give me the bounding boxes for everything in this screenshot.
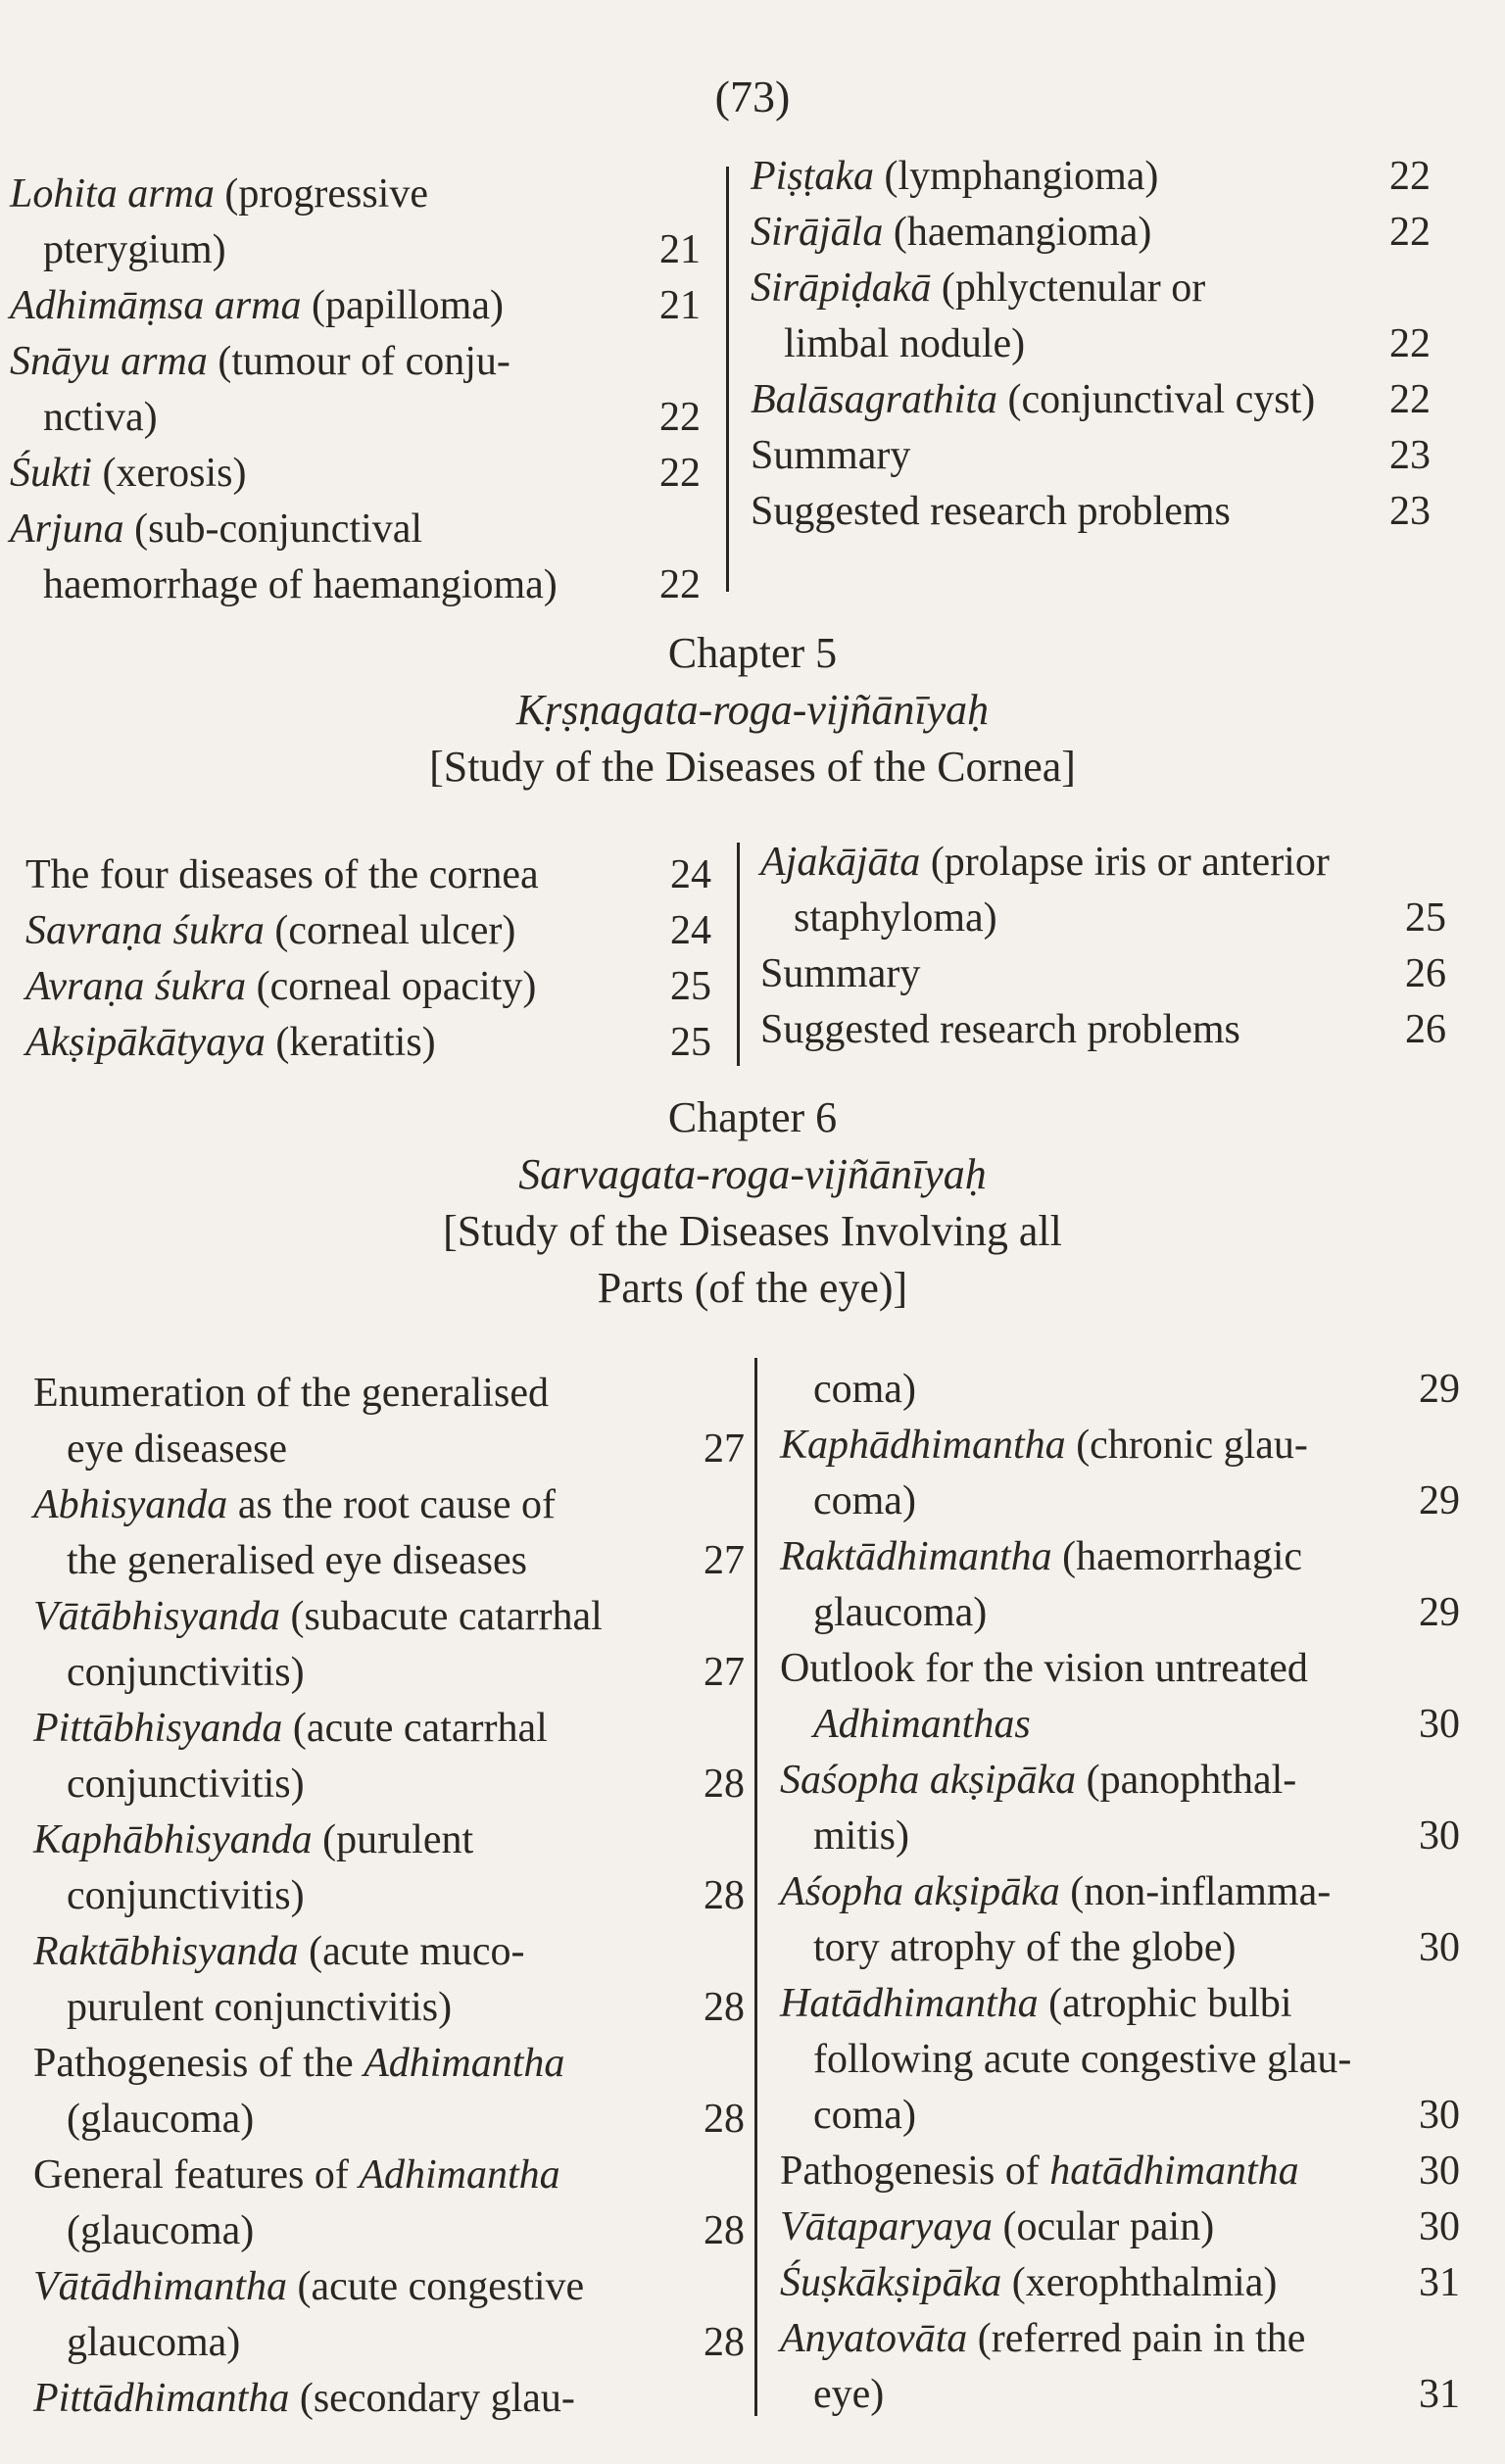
- chapter-subtitle: [Study of the Diseases of the Cornea]: [429, 743, 1076, 791]
- toc-entry-page: 30: [1419, 2093, 1460, 2138]
- toc-entry: [33, 2371, 745, 2427]
- toc-entry-page: 22: [1389, 377, 1431, 422]
- toc-entry-page: 31: [1419, 2372, 1460, 2417]
- toc-entry-title: Summary: [760, 951, 921, 996]
- toc-entry-title-continued: eye diseasese: [67, 1426, 288, 1472]
- column-divider: [737, 843, 740, 1066]
- toc-entry-title: Abhisyanda as the root cause of: [33, 1482, 557, 1527]
- toc-entry: [780, 2199, 1460, 2255]
- toc-entry-page: 21: [659, 283, 701, 328]
- toc-entry-page: 27: [704, 1650, 745, 1695]
- toc-entry-title: Hatādhimantha (atrophic bulbi: [780, 1981, 1292, 2026]
- toc-entry: [25, 1015, 711, 1071]
- toc-entry-page: 30: [1419, 2204, 1460, 2249]
- toc-entry-title-continued: Adhimanthas: [813, 1702, 1031, 1747]
- toc-entry-page: 31: [1419, 2260, 1460, 2305]
- toc-entry-title: Kaphābhisyanda (purulent: [33, 1817, 474, 1862]
- toc-entry-title: Pathogenesis of the Adhimantha: [33, 2041, 565, 2086]
- toc-entry: [760, 835, 1446, 946]
- toc-entry: [780, 2255, 1460, 2311]
- toc-entry-page: 27: [704, 1426, 745, 1472]
- toc-entry-title: Pittābhisyanda (acute catarrhal: [33, 1706, 548, 1751]
- toc-entry-page: 23: [1389, 433, 1431, 478]
- toc-entry-page: 26: [1405, 1007, 1446, 1052]
- toc-entry: [10, 334, 701, 446]
- toc-entry-title-continued: eye): [813, 2372, 885, 2417]
- toc-entry-title-continued: mitis): [813, 1813, 910, 1859]
- toc-entry-title-continued: staphyloma): [794, 895, 997, 941]
- toc-entry-page: 30: [1419, 1702, 1460, 1747]
- toc-entry: [25, 903, 711, 959]
- toc-entry-page: 22: [1389, 154, 1431, 199]
- toc-entry-page: 22: [659, 395, 701, 440]
- toc-entry-title: Suggested research problems: [751, 489, 1231, 534]
- toc-entry: [780, 1641, 1460, 1753]
- toc-entry-title: Raktādhimantha (haemorrhagic: [780, 1534, 1303, 1579]
- toc-entry: [10, 446, 701, 502]
- toc-entry: [780, 1864, 1460, 1976]
- toc-entry-title-continued: conjunctivitis): [67, 1650, 305, 1695]
- toc-entry-title: Outlook for the vision untreated: [780, 1646, 1308, 1691]
- chapter-6-heading: [0, 1089, 1505, 1317]
- toc-entry-page: 25: [670, 964, 711, 1009]
- toc-entry-title: Balāsagrathita (conjunctival cyst): [751, 377, 1316, 422]
- column-divider: [726, 167, 729, 592]
- toc-entry-page: 24: [670, 908, 711, 953]
- toc-entry: [33, 1366, 745, 1477]
- toc-entry: [10, 502, 701, 613]
- toc-entry: [760, 1002, 1446, 1058]
- toc-entry: [780, 1418, 1460, 1529]
- toc-entry: [780, 2144, 1460, 2199]
- toc-entry-title: Pittādhimantha (secondary glau-: [33, 2376, 575, 2421]
- toc-entry-page: 25: [670, 1020, 711, 1065]
- toc-entry-title-continued: tory atrophy of the globe): [813, 1925, 1237, 1970]
- toc-entry-title: The four diseases of the cornea: [25, 852, 539, 897]
- toc-entry: [33, 1812, 745, 1924]
- toc-entry-page: 28: [704, 2097, 745, 2142]
- toc-entry-title-continued: (glaucoma): [67, 2208, 255, 2253]
- toc-entry-title: Enumeration of the generalised: [33, 1371, 549, 1416]
- chapter-label: Chapter 5: [667, 629, 838, 677]
- toc-entry: [751, 484, 1431, 540]
- toc-column-ch6-right: [780, 1362, 1460, 2423]
- toc-entry: [780, 1753, 1460, 1864]
- toc-column-ch5-left: [25, 847, 711, 1071]
- toc-entry: [10, 278, 701, 334]
- toc-entry-page: 25: [1405, 895, 1446, 941]
- toc-column-top-right: [751, 149, 1431, 540]
- toc-entry-page: 23: [1389, 489, 1431, 534]
- toc-entry: [751, 261, 1431, 372]
- toc-entry-title: Sirāpiḍakā (phlyctenular or: [751, 266, 1206, 311]
- chapter-title: Sarvagata-roga-vijñānīyaḥ: [518, 1150, 987, 1198]
- toc-entry-page: 28: [704, 1762, 745, 1807]
- chapter-subtitle: Parts (of the eye)]: [597, 1264, 908, 1312]
- toc-entry-page: 30: [1419, 1813, 1460, 1859]
- toc-entry: [780, 1529, 1460, 1641]
- toc-entry-title-continued: conjunctivitis): [67, 1873, 305, 1918]
- toc-entry-page: 28: [704, 2320, 745, 2365]
- toc-entry-title-continued: limbal nodule): [784, 321, 1026, 366]
- toc-entry: [33, 1477, 745, 1589]
- toc-entry-page: 30: [1419, 1925, 1460, 1970]
- toc-entry-title: Vātādhimantha (acute congestive: [33, 2264, 585, 2309]
- toc-entry-page: 26: [1405, 951, 1446, 996]
- toc-entry: [751, 205, 1431, 261]
- toc-entry-page: 29: [1419, 1478, 1460, 1523]
- toc-entry-title-continued: conjunctivitis): [67, 1762, 305, 1807]
- toc-entry-title: Avraṇa śukra (corneal opacity): [25, 964, 537, 1009]
- toc-entry-title: Ajakājāta (prolapse iris or anterior: [760, 840, 1330, 885]
- toc-entry-title-continued: coma): [813, 2093, 916, 2138]
- toc-entry-title: Śukti (xerosis): [10, 451, 247, 496]
- toc-entry: [33, 2036, 745, 2148]
- toc-entry-page: 28: [704, 1985, 745, 2030]
- chapter-label: Chapter 6: [667, 1093, 838, 1141]
- toc-entry: [780, 1362, 1460, 1418]
- page-number: (73): [714, 72, 791, 121]
- chapter-title: Kṛṣṇagata-roga-vijñānīyaḥ: [515, 686, 990, 734]
- toc-entry-title: Arjuna (sub-conjunctival: [10, 507, 423, 552]
- toc-entry-title-continued: coma): [813, 1478, 916, 1523]
- toc-entry-page: 30: [1419, 2149, 1460, 2194]
- toc-entry-title-continued: glaucoma): [813, 1590, 988, 1635]
- toc-entry-title: Pathogenesis of hatādhimantha: [780, 2149, 1299, 2194]
- toc-entry-page: 27: [704, 1538, 745, 1583]
- toc-entry-title-continued: nctiva): [43, 395, 158, 440]
- toc-entry-title: General features of Adhimantha: [33, 2152, 560, 2198]
- toc-entry-title-continued: purulent conjunctivitis): [67, 1985, 453, 2030]
- toc-entry-page: 28: [704, 2208, 745, 2253]
- toc-entry-title: Savraṇa śukra (corneal ulcer): [25, 908, 516, 953]
- toc-column-top-left: [10, 167, 701, 613]
- toc-entry-title: Vātaparyaya (ocular pain): [780, 2204, 1215, 2249]
- chapter-5-heading: [0, 625, 1505, 796]
- toc-column-ch6-left: [33, 1366, 745, 2427]
- toc-entry: [33, 1589, 745, 1701]
- toc-entry-title: Saśopha akṣipāka (panophthal-: [780, 1758, 1297, 1803]
- toc-entry-title: coma): [813, 1367, 916, 1412]
- chapter-subtitle: [Study of the Diseases Involving all: [443, 1207, 1062, 1255]
- toc-entry: [10, 167, 701, 278]
- toc-entry-title-continued: glaucoma): [67, 2320, 241, 2365]
- toc-entry-page: 22: [1389, 321, 1431, 366]
- toc-entry-page: 22: [659, 562, 701, 607]
- toc-entry-page: 24: [670, 852, 711, 897]
- toc-entry-title-continued: the generalised eye diseases: [67, 1538, 527, 1583]
- toc-entry: [25, 959, 711, 1015]
- toc-entry-title-continued: pterygium): [43, 227, 226, 272]
- toc-entry-title: Suggested research problems: [760, 1007, 1240, 1052]
- toc-entry-title-continued: haemorrhage of haemangioma): [43, 562, 558, 607]
- toc-entry: [25, 847, 711, 903]
- toc-entry-page: 21: [659, 227, 701, 272]
- toc-entry: [33, 1701, 745, 1812]
- toc-entry-page: 28: [704, 1873, 745, 1918]
- toc-entry-title: Lohita arma (progressive: [10, 171, 428, 217]
- toc-entry: [33, 2259, 745, 2371]
- toc-entry: [780, 1976, 1460, 2144]
- toc-entry-title: Sirājāla (haemangioma): [751, 210, 1152, 255]
- toc-entry: [751, 372, 1431, 428]
- toc-entry-title: Kaphādhimantha (chronic glau-: [780, 1423, 1308, 1468]
- toc-entry-title: Anyatovāta (referred pain in the: [780, 2316, 1306, 2361]
- toc-entry-page: 22: [659, 451, 701, 496]
- toc-entry-title-continued: (glaucoma): [67, 2097, 255, 2142]
- toc-entry-title: Raktābhisyanda (acute muco-: [33, 1929, 525, 1974]
- toc-entry-title: Piṣṭaka (lymphangioma): [751, 154, 1159, 199]
- toc-entry: [751, 428, 1431, 484]
- toc-entry: [751, 149, 1431, 205]
- toc-column-ch5-right: [760, 835, 1446, 1058]
- toc-entry-title: Aśopha akṣipāka (non-inflamma-: [780, 1869, 1332, 1914]
- column-divider: [754, 1358, 757, 2416]
- toc-entry: [33, 1924, 745, 2036]
- toc-entry-title: Vātābhisyanda (subacute catarrhal: [33, 1594, 603, 1639]
- toc-entry-title-continued: following acute congestive glau-: [813, 2037, 1352, 2082]
- toc-entry-page: 29: [1419, 1367, 1460, 1412]
- toc-entry: [760, 946, 1446, 1002]
- toc-entry-page: 22: [1389, 210, 1431, 255]
- toc-entry-page: 29: [1419, 1590, 1460, 1635]
- toc-entry-title: Akṣipākātyaya (keratitis): [25, 1020, 436, 1065]
- toc-entry: [33, 2148, 745, 2259]
- toc-entry-title: Summary: [751, 433, 911, 478]
- toc-entry: [780, 2311, 1460, 2423]
- toc-entry-title: Śuṣkākṣipāka (xerophthalmia): [780, 2260, 1278, 2305]
- toc-entry-title: Snāyu arma (tumour of conju-: [10, 339, 510, 384]
- toc-entry-title: Adhimāṃsa arma (papilloma): [10, 283, 504, 328]
